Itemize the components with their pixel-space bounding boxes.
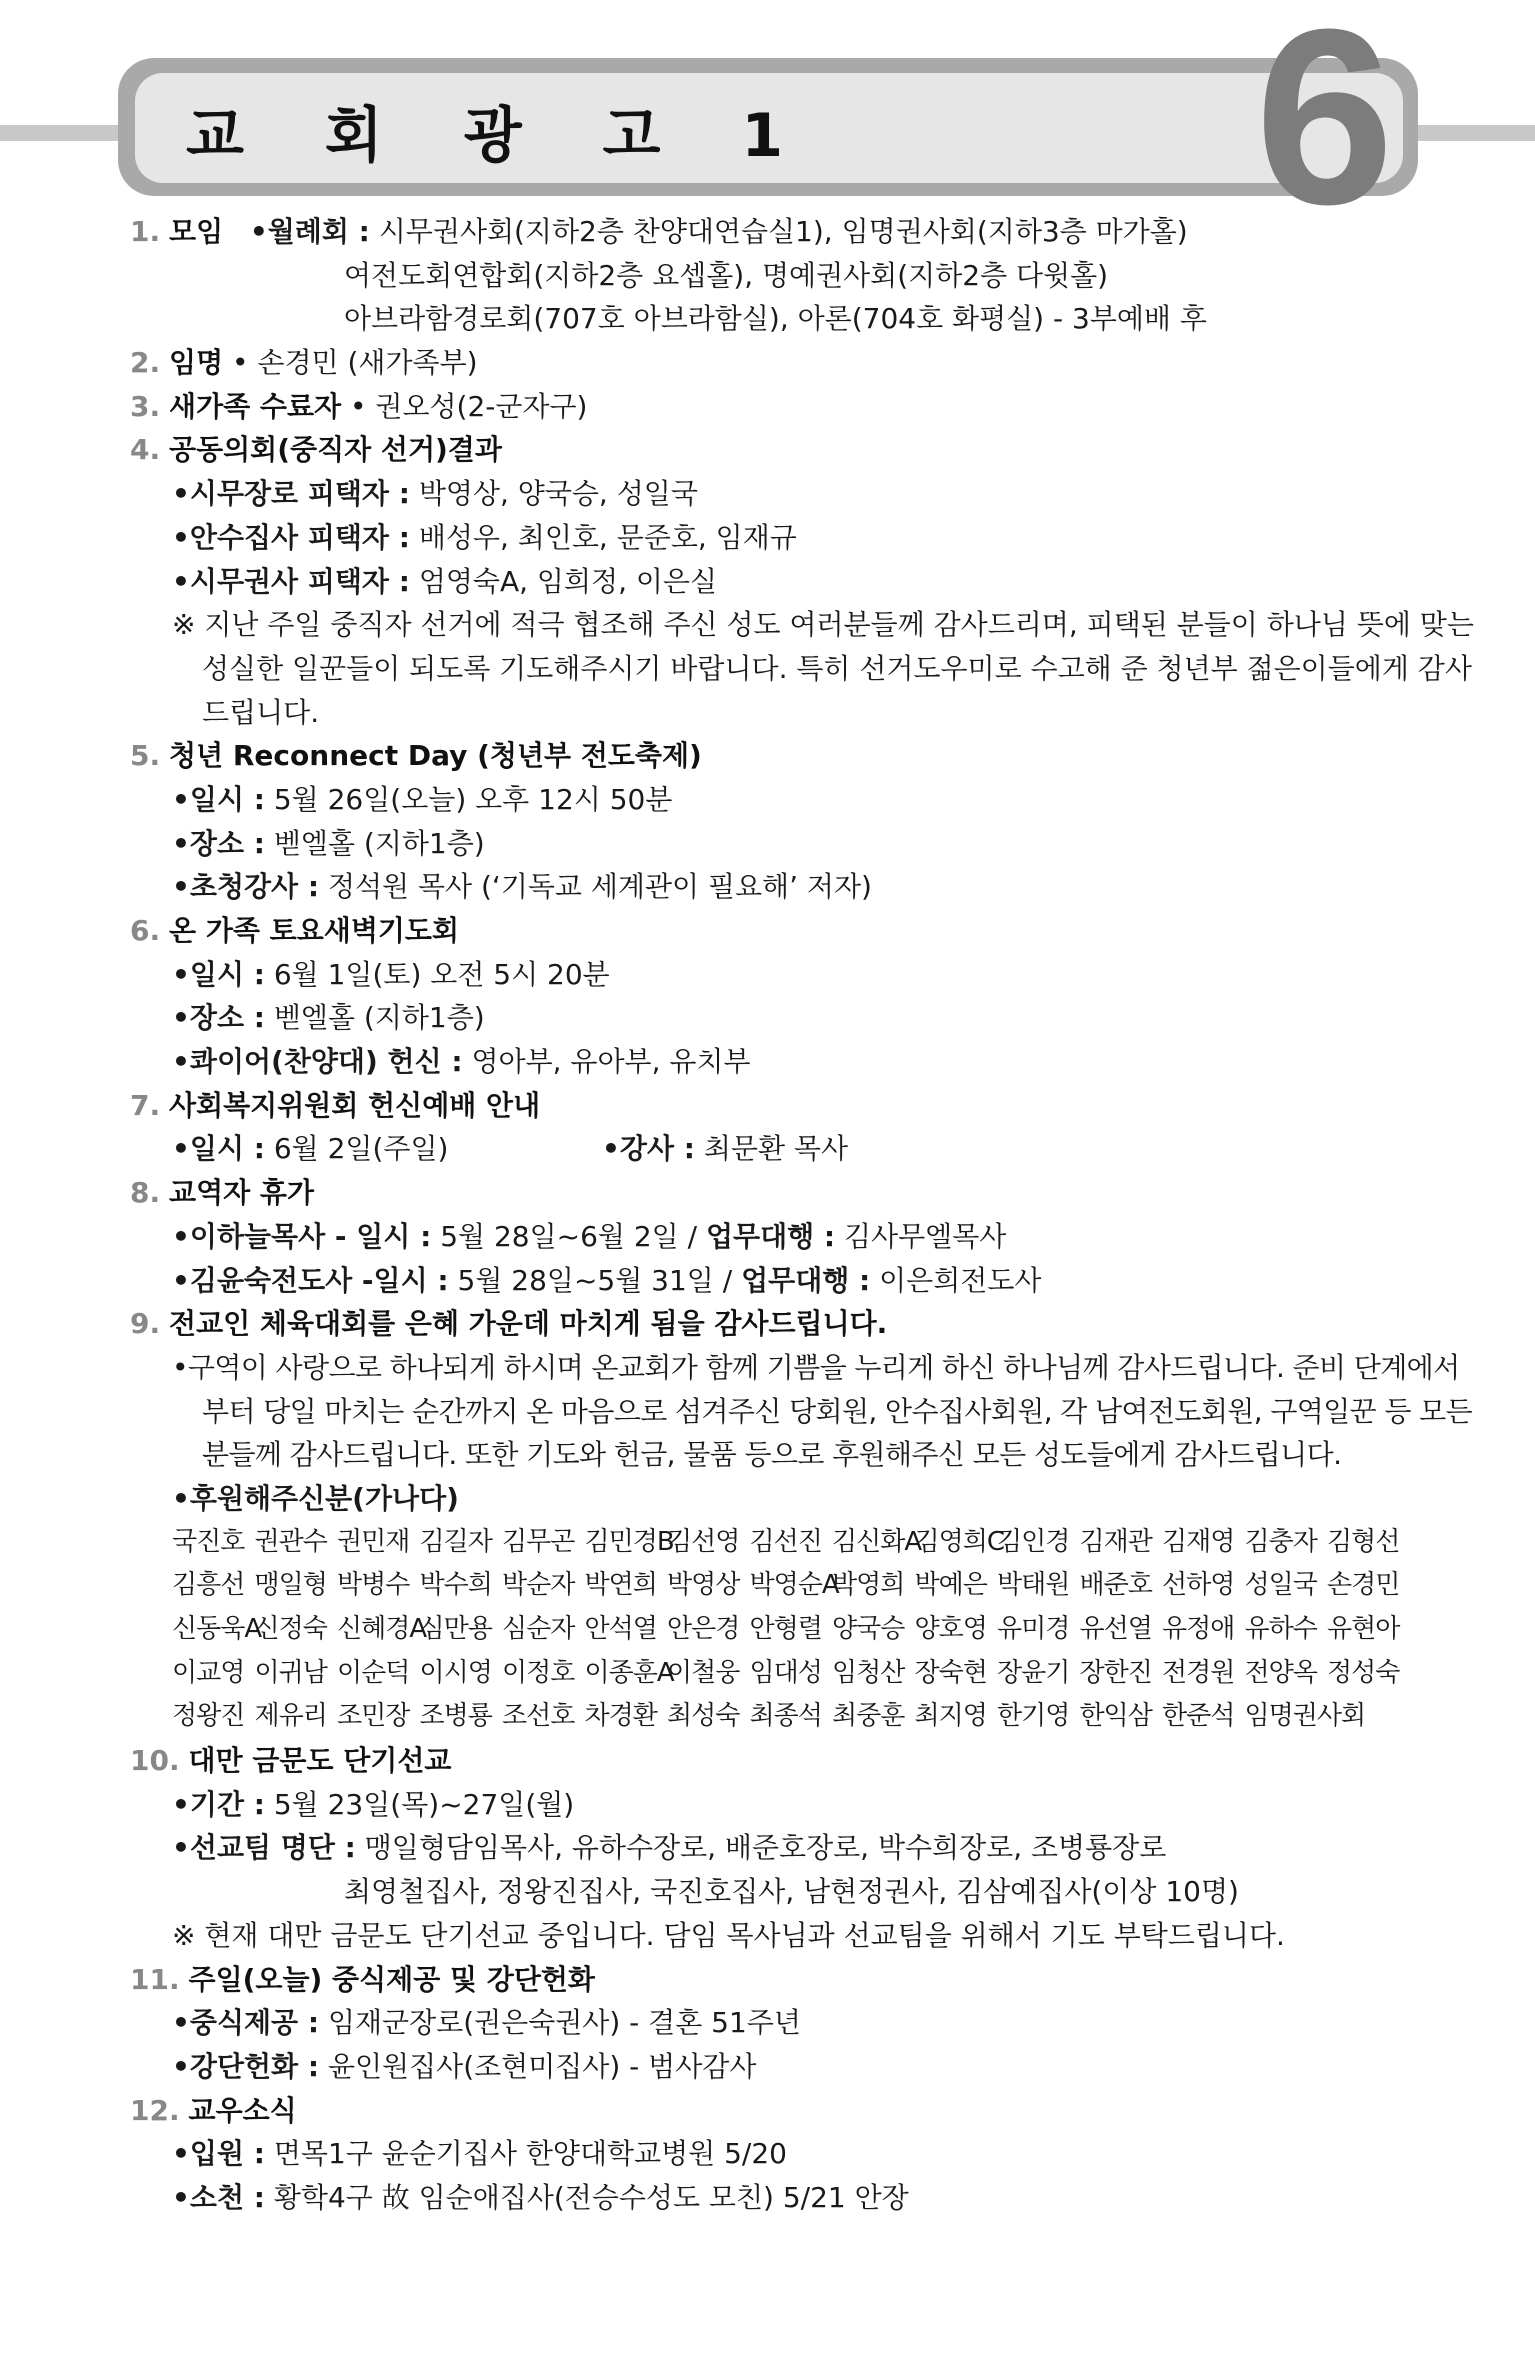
section-10-heading: [130, 1739, 1430, 1783]
list-item: [130, 560, 1430, 604]
donors-title: •후원해주신분(가나다): [172, 1481, 459, 1515]
list-item: [130, 2001, 1430, 2045]
section-number: 12.: [130, 2093, 180, 2127]
section-title: 사회복지위원회 헌신예배 안내: [169, 1088, 541, 1122]
section-title: 모임: [169, 215, 224, 248]
section-number: 4.: [130, 433, 161, 467]
item-text: 벧엘홀 (지하1층): [264, 1001, 485, 1035]
item-label: •강사 :: [602, 1132, 695, 1166]
section-number: 5.: [130, 739, 161, 773]
item-text: 6월 1일(토) 오전 5시 20분: [264, 957, 610, 991]
item-label: •이하늘목사 - 일시 :: [172, 1219, 432, 1253]
item-label: •중식제공 :: [172, 2006, 320, 2040]
page-number: 6: [1255, 0, 1395, 256]
donor-name: 김민경B: [584, 1526, 674, 1557]
item-text: 5월 26일(오늘) 오후 12시 50분: [264, 782, 673, 816]
section-title: 주일(오늘) 중식제공 및 강단헌화: [188, 1962, 595, 1996]
item-text: 맹일형담임목사, 유하수장로, 배준호장로, 박수희장로, 조병룡장로: [355, 1831, 1167, 1865]
donor-name: 성일국: [1244, 1570, 1317, 1601]
section-number: 2.: [130, 346, 161, 380]
list-item: [130, 472, 1430, 516]
donor-name: 유정애: [1162, 1614, 1235, 1644]
donor-name: 신정숙: [254, 1614, 327, 1644]
section-7-heading: [130, 1084, 1430, 1128]
donor-name: 최지영: [914, 1701, 987, 1732]
item-text: 엄영숙A, 임희정, 이은실: [409, 564, 718, 598]
donor-name: 박병수: [337, 1570, 410, 1601]
note-text: 성실한 일꾼들이 되도록 기도해주시기 바랍니다. 특히 선거도우미로 수고해 준 청년부 젊은이들에게 감사: [202, 651, 1472, 685]
section-number: 6.: [130, 914, 161, 947]
list-item: [130, 1215, 1430, 1259]
note-text: 드립니다.: [202, 695, 320, 729]
item-line: 여전도회연합회(지하2층 요셉홀), 명예권사회(지하2층 다윗홀): [344, 258, 1109, 292]
donor-name: 박수희: [419, 1570, 492, 1601]
paragraph-line: •구역이 사랑으로 하나되게 하시며 온교회가 함께 기쁨을 누리게 하신 하나님께 감사드립니다. 준비 단계에서: [172, 1350, 1460, 1384]
donor-name: 김재관: [1079, 1526, 1152, 1557]
item-text: 김사무엘목사: [835, 1219, 1007, 1253]
donor-name: 김흥선: [172, 1570, 245, 1601]
donor-name: 박영희: [832, 1570, 905, 1601]
item-text: • 권오성(2-군자구): [349, 389, 588, 423]
section-8-heading: [130, 1171, 1430, 1215]
donor-names-row: [130, 1695, 1430, 1739]
list-item: [130, 953, 1430, 997]
donor-name: 한준석: [1162, 1701, 1235, 1732]
donor-name: 이정호: [502, 1657, 575, 1688]
donor-name: 안형렬: [749, 1614, 822, 1644]
item-text: 5월 28일~6월 2일 /: [431, 1219, 706, 1253]
donor-name: 유하수: [1244, 1614, 1317, 1644]
list-item: [130, 1259, 1430, 1303]
donor-name: 임명권사회: [1244, 1701, 1366, 1732]
item-label: 업무대행 :: [705, 1219, 836, 1253]
item-text: 벧엘홀 (지하1층): [264, 826, 485, 860]
donor-name: 양호영: [914, 1614, 987, 1644]
donor-name: 정성숙: [1327, 1657, 1400, 1688]
section-title: 교우소식: [188, 2093, 297, 2127]
list-item: [130, 822, 1430, 866]
section-number: 8.: [130, 1176, 161, 1210]
paragraph-line: 분들께 감사드립니다. 또한 기도와 헌금, 물품 등으로 후원해주신 모든 성도들에게 감사드립니다.: [202, 1438, 1342, 1472]
donor-name: 이순덕: [337, 1657, 410, 1688]
section-title: 새가족 수료자: [169, 389, 342, 423]
list-item: [130, 1783, 1430, 1827]
section-number: 7.: [130, 1088, 161, 1122]
donor-name: 김선진: [749, 1526, 822, 1557]
donor-name: 유현아: [1327, 1614, 1400, 1644]
section-6-heading: [130, 909, 1430, 953]
item-text: 배성우, 최인호, 문준호, 임재규: [409, 520, 797, 554]
donor-name: 조병룡: [419, 1701, 492, 1732]
section-number: 10.: [130, 1744, 180, 1778]
item-text: 최문환 목사: [694, 1132, 848, 1166]
item-label: •김윤숙전도사 -일시 :: [172, 1263, 449, 1297]
donor-name: 장한진: [1079, 1657, 1152, 1688]
section-title: 전교인 체육대회를 은혜 가운데 마치게 됨을 감사드립니다.: [169, 1307, 888, 1341]
item-text: 면목1구 윤순기집사 한양대학교병원 5/20: [264, 2137, 787, 2171]
donor-names-row: [130, 1521, 1430, 1565]
item-text: 윤인원집사(조현미집사) - 범사감사: [319, 2049, 757, 2083]
donor-name: 임청산: [832, 1657, 905, 1688]
donor-name: 이교영: [172, 1657, 245, 1688]
donor-name: 장윤기: [997, 1657, 1070, 1688]
donor-name: 박태원: [997, 1570, 1070, 1601]
list-item: [130, 2132, 1430, 2176]
item-text: 5월 23일(목)~27일(월): [264, 1787, 575, 1821]
item-text: 5월 28일~5월 31일 /: [448, 1263, 742, 1297]
donor-name: 권민재: [337, 1526, 410, 1557]
section-title: 청년 Reconnect Day (청년부 전도축제): [169, 739, 702, 773]
section-title: 대만 금문도 단기선교: [188, 1744, 452, 1778]
section-3-heading: [130, 385, 1430, 429]
note-text: ※ 현재 대만 금문도 단기선교 중입니다. 담임 목사님과 선교팀을 위해서 기도 부탁드립니다.: [172, 1918, 1285, 1952]
donor-name: 안은경: [667, 1614, 740, 1644]
donor-name: 박영상: [667, 1570, 740, 1601]
item-label: •시무장로 피택자 :: [172, 477, 410, 511]
section-number: 3.: [130, 389, 161, 423]
donor-name: 손경민: [1327, 1570, 1400, 1601]
donor-name: 김재영: [1162, 1526, 1235, 1557]
donor-name: 박영순A: [749, 1570, 839, 1601]
item-label: •초청강사 :: [172, 870, 320, 904]
donor-name: 박연희: [584, 1570, 657, 1601]
donor-name: 정왕진: [172, 1701, 245, 1732]
donor-name: 이철웅: [667, 1657, 740, 1688]
donor-name: 최성숙: [667, 1701, 740, 1732]
item-label: •콰이어(찬양대) 헌신 :: [172, 1045, 463, 1079]
item-line: 아브라함경로회(707호 아브라함실), 아론(704호 화평실) - 3부예배 후: [344, 302, 1207, 336]
donor-names-grid: [130, 1521, 1430, 1739]
donor-name: 신혜경A: [337, 1614, 427, 1644]
donor-name: 최종석: [749, 1701, 822, 1732]
donor-name: 유미경: [997, 1614, 1070, 1644]
section-title: 교역자 휴가: [169, 1176, 315, 1210]
donor-name: 이시영: [419, 1657, 492, 1688]
section-2-heading: [130, 341, 1430, 385]
section-12-heading: [130, 2089, 1430, 2133]
donor-name: 유선열: [1079, 1614, 1152, 1644]
note-text: ※ 지난 주일 중직자 선거에 적극 협조해 주신 성도 여러분들께 감사드리며, 피택된 분들이 하나님 뜻에 맞는: [172, 608, 1474, 642]
item-label: •월례회 :: [249, 215, 370, 248]
donor-name: 전양옥: [1244, 1657, 1317, 1688]
item-text: 영아부, 유아부, 유치부: [462, 1045, 751, 1079]
donor-name: 최중훈: [832, 1701, 905, 1732]
donor-name: 박예은: [914, 1570, 987, 1601]
item-label: •일시 :: [172, 782, 265, 816]
donor-name: 임대성: [749, 1657, 822, 1688]
section-1-heading: [130, 210, 1430, 254]
donor-name: 장숙현: [914, 1657, 987, 1688]
item-label: •소천 :: [172, 2180, 265, 2214]
donor-name: 박순자: [502, 1570, 575, 1601]
section-9-heading: [130, 1302, 1430, 1346]
item-label: •일시 :: [172, 957, 265, 991]
donor-name: 김형선: [1327, 1526, 1400, 1557]
item-label: •일시 :: [172, 1132, 265, 1166]
donor-names-row: [130, 1564, 1430, 1608]
item-label: •기간 :: [172, 1787, 265, 1821]
list-item: [130, 778, 1430, 822]
donor-name: 김인경: [997, 1526, 1070, 1557]
donor-name: 김길자: [419, 1526, 492, 1557]
section-number: 1.: [130, 215, 161, 248]
donor-name: 한익삼: [1079, 1701, 1152, 1732]
item-line: 최영철집사, 정왕진집사, 국진호집사, 남현정권사, 김삼예집사(이상 10명): [344, 1875, 1239, 1909]
item-text: 임재군장로(권은숙권사) - 결혼 51주년: [319, 2006, 801, 2040]
section-title: 온 가족 토요새벽기도회: [169, 914, 460, 947]
donor-name: 양국승: [832, 1614, 905, 1644]
donor-name: 전경원: [1162, 1657, 1235, 1688]
donor-name: 선하영: [1162, 1570, 1235, 1601]
donor-name: 심순자: [502, 1614, 575, 1644]
item-label: •선교팀 명단 :: [172, 1831, 356, 1865]
donor-name: 조선호: [502, 1701, 575, 1732]
donor-name: 심만용: [419, 1614, 492, 1644]
list-item: [130, 2045, 1430, 2089]
list-item: [130, 996, 1430, 1040]
item-label: •입원 :: [172, 2137, 265, 2171]
item-label: •안수집사 피택자 :: [172, 520, 410, 554]
section-11-heading: [130, 1958, 1430, 2002]
list-item: [130, 2176, 1430, 2220]
item-label: •장소 :: [172, 1001, 265, 1035]
item-label: •강단헌화 :: [172, 2049, 320, 2083]
donor-name: 한기영: [997, 1701, 1070, 1732]
item-text: 황학4구 故 임순애집사(전승수성도 모친) 5/21 안장: [264, 2180, 909, 2214]
donor-name: 차경환: [584, 1701, 657, 1732]
paragraph-line: 부터 당일 마치는 순간까지 온 마음으로 섬겨주신 당회원, 안수집사회원, 각 남여전도회원, 구역일꾼 등 모든: [202, 1394, 1473, 1428]
item-label: •장소 :: [172, 826, 265, 860]
item-text: 시무권사회(지하2층 찬양대연습실1), 임명권사회(지하3층 마가홀): [378, 215, 1188, 248]
donor-name: 김무곤: [502, 1526, 575, 1557]
donor-name: 국진호: [172, 1526, 245, 1557]
donor-name: 김선영: [667, 1526, 740, 1557]
item-text: 이은희전도사: [870, 1263, 1042, 1297]
page-title: 교 회 광 고 1: [186, 101, 814, 171]
donor-name: 김충자: [1244, 1526, 1317, 1557]
item-text: 박영상, 양국승, 성일국: [409, 477, 698, 511]
item-text: 6월 2일(주일): [264, 1132, 449, 1166]
item-label: 업무대행 :: [741, 1263, 871, 1297]
donor-name: 안석열: [584, 1614, 657, 1644]
item-text: • 손경민 (새가족부): [232, 346, 478, 380]
list-item: [130, 1040, 1430, 1084]
item-label: •시무권사 피택자 :: [172, 564, 410, 598]
list-item: [130, 516, 1430, 560]
section-title: 공동의회(중직자 선거)결과: [169, 433, 502, 467]
donor-name: 신동욱A: [172, 1614, 262, 1644]
list-item: [130, 1826, 1430, 1870]
section-4-heading: [130, 428, 1430, 472]
donor-name: 조민장: [337, 1701, 410, 1732]
donor-name: 김영희C: [914, 1526, 1005, 1557]
donor-name: 제유리: [254, 1701, 327, 1732]
donor-name: 김신화A: [832, 1526, 922, 1557]
list-item: [130, 865, 1430, 909]
donor-name: 이종훈A: [584, 1657, 674, 1688]
section-title: 임명: [169, 346, 224, 380]
donor-names-row: [130, 1652, 1430, 1696]
donor-name: 이귀남: [254, 1657, 327, 1688]
item-text: 정석원 목사 (‘기독교 세계관이 필요해’ 저자): [319, 870, 872, 904]
announcement-list: [130, 210, 1474, 2220]
donor-name: 맹일형: [254, 1570, 327, 1601]
list-item: [130, 1127, 1430, 1171]
donor-names-row: [130, 1608, 1430, 1652]
donor-name: 배준호: [1079, 1570, 1152, 1601]
section-number: 11.: [130, 1962, 180, 1996]
donor-name: 권관수: [254, 1526, 327, 1557]
section-5-heading: [130, 734, 1430, 778]
section-number: 9.: [130, 1307, 161, 1341]
